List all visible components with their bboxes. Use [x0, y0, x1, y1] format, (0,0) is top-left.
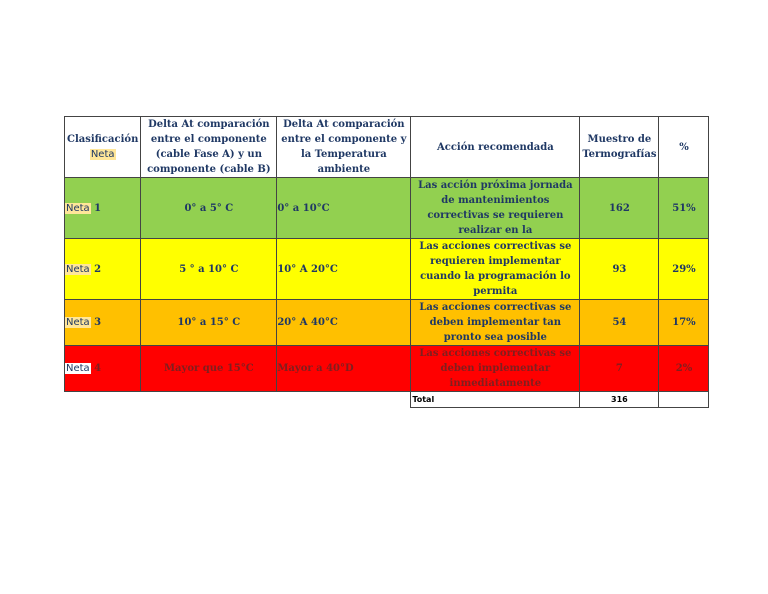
cell-delta1: Mayor que 15°C — [141, 346, 277, 392]
header-clasificacion — [65, 117, 141, 178]
total-pct-cell — [659, 392, 709, 408]
blank-cell — [277, 392, 411, 408]
cell-muestreo: 93 — [580, 239, 659, 300]
cell-delta1: 5 ° a 10° C — [141, 239, 277, 300]
neta-number: 1 — [94, 202, 102, 214]
cell-muestreo: 162 — [580, 178, 659, 239]
cell-clasificacion — [65, 178, 141, 239]
neta-number: 2 — [94, 263, 102, 275]
cell-delta2: Mayor a 40°D — [277, 346, 411, 392]
total-row — [65, 392, 709, 408]
termografia-table — [64, 116, 709, 408]
neta-label: Neta — [66, 263, 90, 275]
cell-clasificacion — [65, 239, 141, 300]
table-row — [65, 178, 709, 239]
termografia-table-wrapper — [64, 116, 709, 408]
blank-cell — [141, 392, 277, 408]
blank-cell — [65, 392, 141, 408]
header-pct: % — [659, 117, 709, 178]
cell-delta2: 0° a 10°C — [277, 178, 411, 239]
header-neta-label: Neta — [90, 149, 115, 160]
cell-delta1: 0° a 5° C — [141, 178, 277, 239]
header-muestreo: Muestro de Termografías — [580, 117, 659, 178]
cell-accion: Las acciones correctivas se deben implementar inmediatamente — [411, 346, 580, 392]
header-delta1: Delta At comparación entre el componente (cable Fase A) y un componente (cable B) — [141, 117, 277, 178]
cell-accion: Las acciones correctivas se deben implementar tan pronto sea posible — [411, 300, 580, 346]
table-row — [65, 239, 709, 300]
total-label: Total — [411, 392, 580, 408]
header-row — [65, 117, 709, 178]
cell-delta1: 10° a 15° C — [141, 300, 277, 346]
cell-pct: 51% — [659, 178, 709, 239]
cell-clasificacion — [65, 346, 141, 392]
header-delta2: Delta At comparación entre el componente y la Temperatura ambiente — [277, 117, 411, 178]
cell-muestreo: 7 — [580, 346, 659, 392]
header-accion: Acción recomendada — [411, 117, 580, 178]
cell-pct: 17% — [659, 300, 709, 346]
table-row — [65, 300, 709, 346]
table-row — [65, 346, 709, 392]
header-clasificacion-label: Clasificación — [67, 134, 139, 145]
neta-label: Neta — [66, 202, 90, 214]
cell-muestreo: 54 — [580, 300, 659, 346]
total-value: 316 — [580, 392, 659, 408]
cell-delta2: 10° A 20°C — [277, 239, 411, 300]
neta-label: Neta — [66, 317, 90, 328]
cell-pct: 29% — [659, 239, 709, 300]
neta-label: Neta — [66, 363, 90, 374]
cell-accion: Las acciones correctivas se requieren implementar cuando la programación lo permita — [411, 239, 580, 300]
cell-delta2: 20° A 40°C — [277, 300, 411, 346]
cell-clasificacion — [65, 300, 141, 346]
cell-accion: Las acción próxima jornada de mantenimientos correctivas se requieren realizar en la — [411, 178, 580, 239]
neta-number: 4 — [94, 363, 102, 374]
cell-pct: 2% — [659, 346, 709, 392]
neta-number: 3 — [94, 317, 102, 328]
